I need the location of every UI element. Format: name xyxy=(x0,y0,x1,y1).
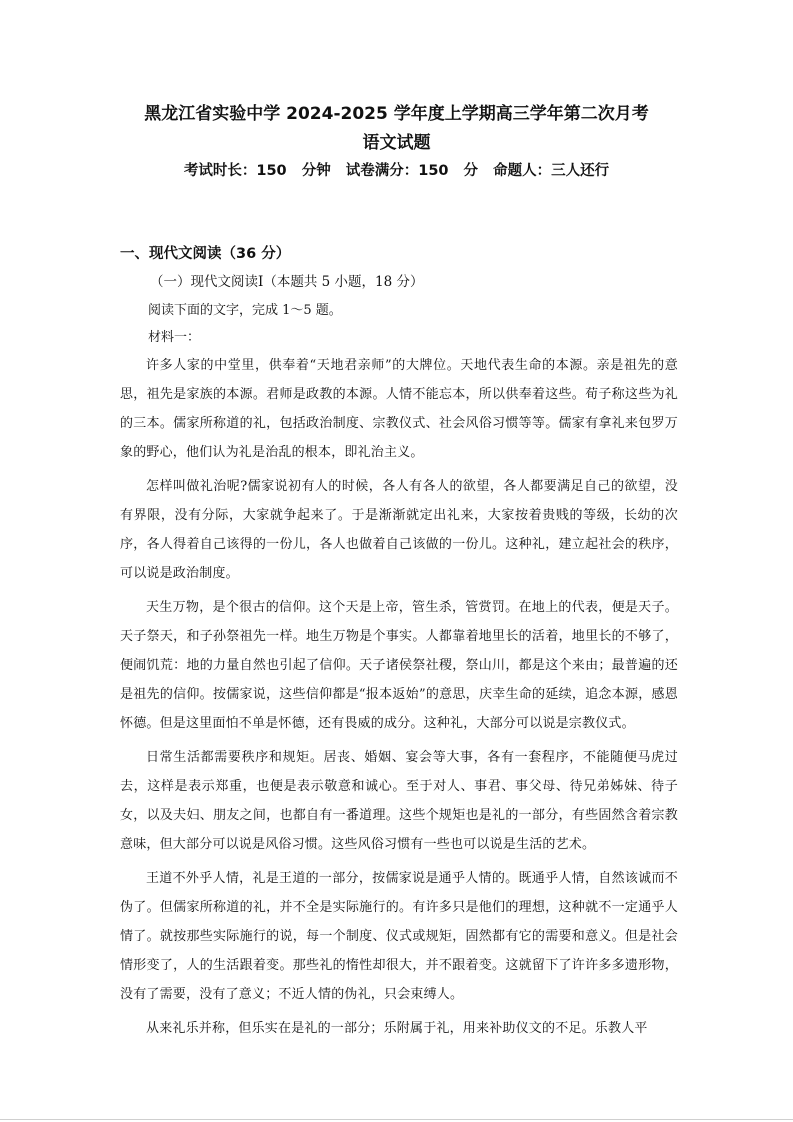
subject-title: 语文试题 xyxy=(362,133,431,153)
passage-paragraph: 从来礼乐并称，但乐实在是礼的一部分；乐附属于礼，用来补助仪文的不足。乐教人平 xyxy=(146,1021,648,1036)
passage-paragraph: 天生万物，是个很古的信仰。这个天是上帝，管生杀，管赏罚。在地上的代表，便是天子。天子祭天，和子孙祭祖先一样。地生万物是个事实。人都靠着地里长的活着，地里长的不够了，便闹饥荒：地的力量自然也引起了信仰。天子诸侯祭社稷，祭山川，都是这个来由；最普遍的还是祖先的信仰。按儒家说，这些信仰都是“报本返始”的意思，庆幸生命的延续，追念本源，感恩怀德。但是这里面怕不单是怀德，还有畏威的成分。这种礼，大部分可以说是宗教仪式。 xyxy=(120,600,678,731)
page-bottom-divider xyxy=(0,1119,793,1120)
passage-paragraph: 日常生活都需要秩序和规矩。居丧、婚姻、宴会等大事，各有一套程序，不能随便马虎过去，这样是表示郑重，也便是表示敬意和诚心。至于对人、事君、事父母、待兄弟姊妹、待子女，以及夫妇、朋友之间，也都自有一番道理。这些个规矩也是礼的一部分，有些固然含着宗教意味，但大部分可以说是风俗习惯。这些风俗习惯有一些也可以说是生活的艺术。 xyxy=(120,750,678,852)
reading-instruction: 阅读下面的文字，完成 1～5 题。 xyxy=(148,303,342,318)
exam-info: 考试时长：150 分钟 试卷满分：150 分 命题人：三人还行 xyxy=(183,163,610,179)
passage-paragraph: 许多人家的中堂里，供奉着“天地君亲师”的大牌位。天地代表生命的本源。亲是祖先的意思，祖先是家族的本源。君师是政教的本源。人情不能忘本，所以供奉着这些。荀子称这些为礼的三本。儒家所称道的礼，包括政治制度、宗教仪式、社会风俗习惯等等。儒家有拿礼来包罗万象的野心，他们认为礼是治乱的根本，即礼治主义。 xyxy=(120,358,678,460)
reading-passage xyxy=(120,351,678,1048)
subsection-heading: （一）现代文阅读Ⅰ（本题共 5 小题，18 分） xyxy=(150,274,424,290)
exam-title: 黑龙江省实验中学 2024-2025 学年度上学期高三学年第二次月考 xyxy=(144,104,649,124)
section-heading: 一、现代文阅读（36 分） xyxy=(120,246,291,262)
material-label: 材料一： xyxy=(148,330,201,345)
passage-paragraph: 怎样叫做礼治呢?儒家说初有人的时候，各人有各人的欲望，各人都要满足自己的欲望，没有界限，没有分际，大家就争起来了。于是渐渐就定出礼来，大家按着贵贱的等级，长幼的次序，各人得着自己该得的一份儿，各人也做着自己该做的一份儿。这种礼，建立起社会的秩序，可以说是政治制度。 xyxy=(120,479,678,581)
passage-paragraph: 王道不外乎人情，礼是王道的一部分，按儒家说是通乎人情的。既通乎人情，自然该诚而不伪了。但儒家所称道的礼，并不全是实际施行的。有许多只是他们的理想，这种就不一定通乎人情了。就按那些实际施行的说，每一个制度、仪式或规矩，固然都有它的需要和意义。但是社会情形变了，人的生活跟着变。那些礼的惰性却很大，并不跟着变。这就留下了许许多多遗形物，没有了需要，没有了意义；不近人情的伪礼，只会束缚人。 xyxy=(120,871,678,1002)
